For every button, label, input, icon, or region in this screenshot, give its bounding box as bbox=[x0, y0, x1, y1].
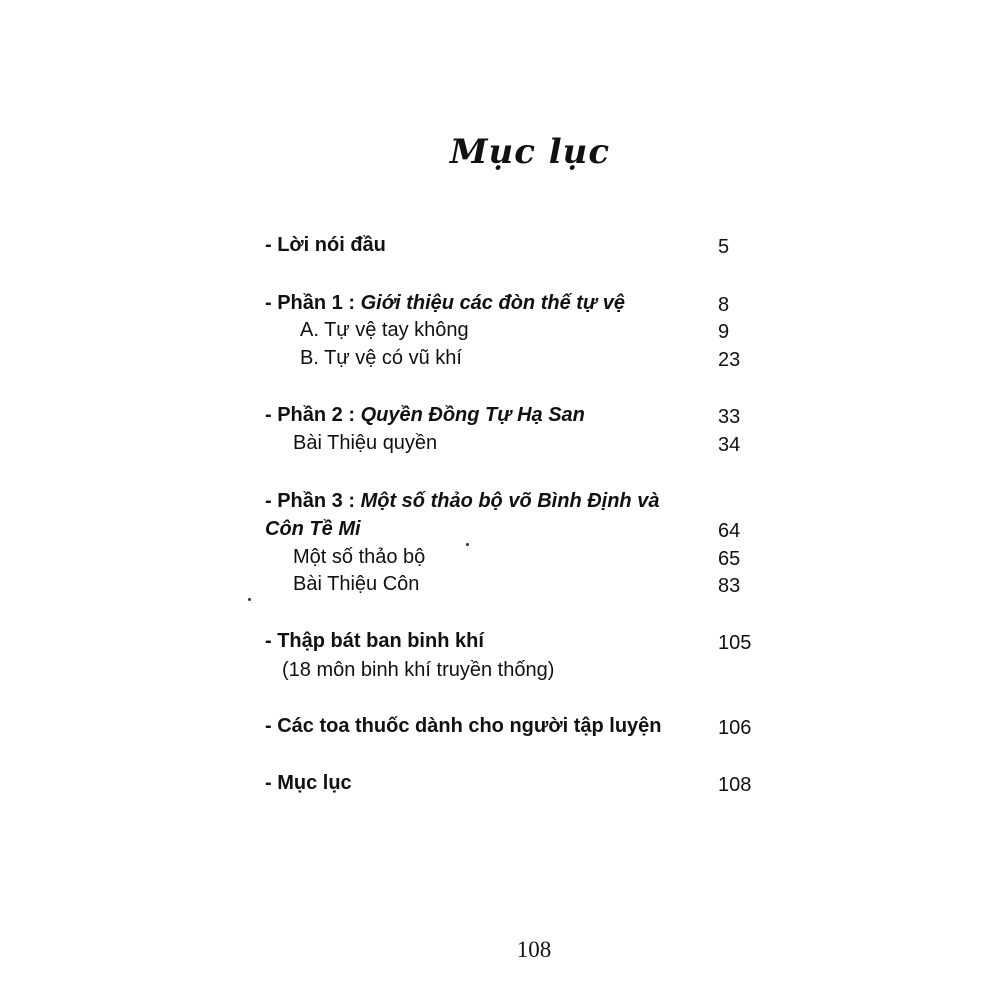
toc-page-number: 105 bbox=[718, 632, 752, 654]
toc-subentry: Bài Thiệu Côn bbox=[293, 573, 420, 595]
toc-entry-preface: - Lời nói đầu bbox=[265, 234, 386, 256]
toc-page-number: 83 bbox=[718, 575, 741, 597]
toc-entry-title: Giới thiệu các đòn thế tự vệ bbox=[360, 292, 625, 314]
toc-subentry: Bài Thiệu quyền bbox=[293, 432, 438, 454]
toc-entry-prefix: - Phần 3 : bbox=[265, 490, 361, 512]
toc-entry-title: Côn Tề Mi bbox=[265, 518, 361, 540]
toc-entry-prefix: - Phần 1 : bbox=[265, 292, 361, 314]
toc-page-number: 108 bbox=[718, 774, 752, 796]
toc-subentry: B. Tự vệ có vũ khí bbox=[300, 347, 462, 369]
toc-page-number: 106 bbox=[718, 717, 752, 739]
toc-page-number: 8 bbox=[718, 294, 730, 316]
toc-entry-part2 bbox=[265, 403, 585, 427]
toc-entry-part3-continued bbox=[265, 517, 361, 541]
toc-entry-part1 bbox=[265, 291, 625, 315]
toc-entry-remedies: - Các toa thuốc dành cho người tập luyện bbox=[265, 715, 662, 737]
toc-entry-weapons: - Thập bát ban binh khí bbox=[265, 630, 484, 652]
toc-entry-prefix: - Phần 2 : bbox=[265, 404, 361, 426]
toc-page-number: 23 bbox=[718, 349, 741, 371]
toc-page-number: 65 bbox=[718, 548, 741, 570]
toc-entry-note: (18 môn binh khí truyền thống) bbox=[282, 659, 555, 681]
toc-entry-part3 bbox=[265, 489, 659, 513]
toc-subentry: A. Tự vệ tay không bbox=[300, 319, 469, 341]
toc-page-number: 34 bbox=[718, 434, 741, 456]
toc-subentry: Một số thảo bộ bbox=[293, 546, 426, 568]
toc-entry-title: Một số thảo bộ võ Bình Định và bbox=[360, 490, 660, 512]
page-number-footer: 108 bbox=[516, 937, 552, 962]
print-speck bbox=[466, 543, 469, 546]
toc-page-number: 9 bbox=[718, 321, 730, 343]
print-speck bbox=[248, 598, 251, 601]
toc-page-number: 64 bbox=[718, 520, 741, 542]
toc-page-number: 5 bbox=[718, 236, 730, 258]
page-title: Mục lục bbox=[449, 132, 611, 172]
toc-entry-title: Quyền Đồng Tự Hạ San bbox=[360, 404, 585, 426]
toc-page-number: 33 bbox=[718, 406, 741, 428]
toc-entry-contents: - Mục lục bbox=[265, 772, 352, 794]
